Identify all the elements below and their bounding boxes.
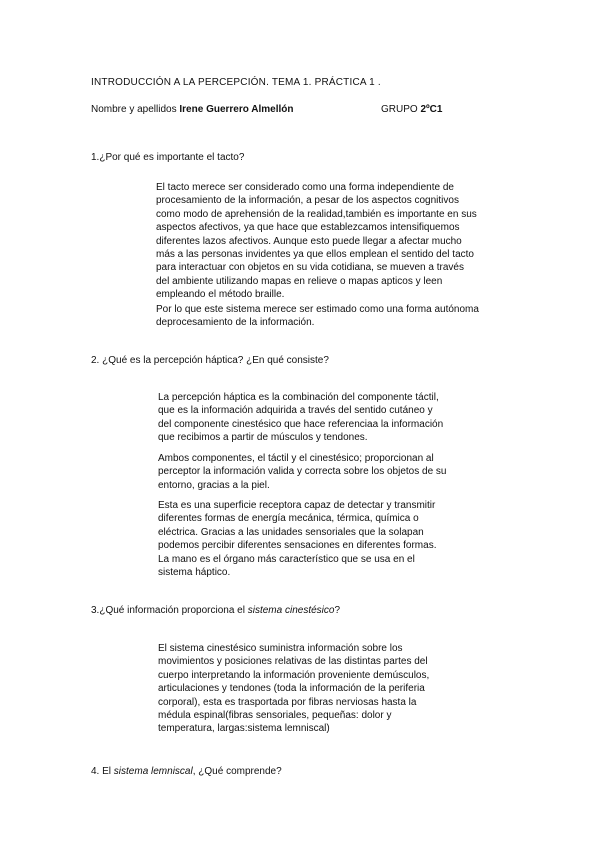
text-line: entorno, gracias a la piel.	[158, 479, 270, 491]
text-line: eléctrica. Gracias a las unidades sensoriales que la solapan	[158, 526, 424, 538]
text-line: empleando el método braille.	[156, 289, 285, 301]
student-info-row	[91, 103, 551, 116]
question-2: 2. ¿Qué es la percepción háptica? ¿En qué consiste?	[91, 355, 329, 366]
text-line: aspectos afectivos, ya que hace que establezcamos intensifiquemos	[156, 222, 460, 234]
text-line: El sistema cinestésico suministra información sobre los	[158, 643, 403, 654]
group-value: 2ºC1	[420, 104, 443, 115]
question-3	[91, 604, 340, 617]
text-line: del ambiente utilizando mapas en relieve o mapas apticos y leen	[156, 275, 443, 287]
question-1: 1.¿Por qué es importante el tacto?	[91, 152, 245, 163]
text-line: que es la información adquirida a través del sentido cutáneo y	[158, 405, 433, 417]
text-line: cuerpo interpretando la información proveniente demúsculos,	[158, 669, 430, 681]
name-label: Nombre y apellidos	[91, 104, 177, 115]
answer-3-paragraph-1	[158, 642, 518, 736]
text-line: para interactuar con objetos en su vida cotidiana, se mueven a través	[156, 262, 464, 274]
text-line: sistema háptico.	[158, 567, 231, 579]
text-line: que recibimos a partir de músculos y tendones.	[158, 432, 368, 444]
group-label: GRUPO	[381, 104, 418, 115]
text-line: podemos percibir diferentes sensaciones en diferentes formas.	[158, 540, 437, 552]
text-line: del componente cinestésico que hace referenciaa la información	[158, 418, 444, 430]
text-line: como modo de aprehensión de la realidad,también es importante en sus	[156, 208, 477, 220]
question-3-suffix: ?	[334, 605, 341, 616]
answer-2-paragraph-2	[158, 452, 518, 492]
text-line: El tacto merece ser considerado como una forma independiente de	[156, 182, 454, 193]
text-line: médula espinal(fibras sensoriales, pequeñas: dolor y	[158, 710, 392, 722]
text-line: La mano es el órgano más característico que se usa en el	[158, 553, 415, 565]
answer-1-paragraph-1	[156, 181, 516, 302]
name-value: Irene Guerrero Almellón	[179, 104, 294, 115]
question-3-term: sistema cinestésico	[247, 605, 335, 616]
question-4-suffix: , ¿Qué comprende?	[192, 766, 282, 777]
text-line: La percepción háptica es la combinación del componente táctil,	[158, 392, 439, 403]
question-4-term: sistema lemniscal	[113, 766, 193, 777]
text-line: más a las personas invidentes ya que ellos emplean el sentido del tacto	[156, 249, 474, 261]
document-title: INTRODUCCIÓN A LA PERCEPCIÓN. TEMA 1. PRÁCTICA 1 .	[91, 77, 381, 88]
answer-2-paragraph-1	[158, 391, 518, 445]
answer-1-paragraph-2	[156, 303, 516, 330]
text-line: corporal), esta es trasportada por fibras nerviosas hasta la	[158, 696, 417, 708]
text-line: temperatura, largas:sistema lemniscal)	[158, 723, 330, 735]
text-line: procesamiento de la información, a pesar de los aspectos cognitivos	[156, 195, 459, 207]
text-line: deprocesamiento de la información.	[156, 317, 315, 329]
text-line: perceptor la información valida y correcta sobre los objetos de su	[158, 466, 447, 478]
question-3-prefix: 3.¿Qué información proporciona el	[91, 605, 248, 616]
text-line: diferentes lazos afectivos. Aunque esto puede llegar a afectar mucho	[156, 235, 462, 247]
question-4-prefix: 4. El	[91, 766, 114, 777]
text-line: Ambos componentes, el táctil y el cinestésico; proporcionan al	[158, 453, 434, 464]
question-4	[91, 765, 282, 778]
group-info	[381, 103, 442, 116]
text-line: movimientos y posiciones relativas de las distintas partes del	[158, 656, 428, 668]
text-line: diferentes formas de energía mecánica, térmica, química o	[158, 513, 419, 525]
text-line: articulaciones y tendones (toda la información de la periferia	[158, 683, 425, 695]
text-line: Por lo que este sistema merece ser estimado como una forma autónoma	[156, 304, 479, 315]
text-line: Esta es una superficie receptora capaz de detectar y transmitir	[158, 500, 436, 511]
answer-2-paragraph-3	[158, 499, 518, 579]
